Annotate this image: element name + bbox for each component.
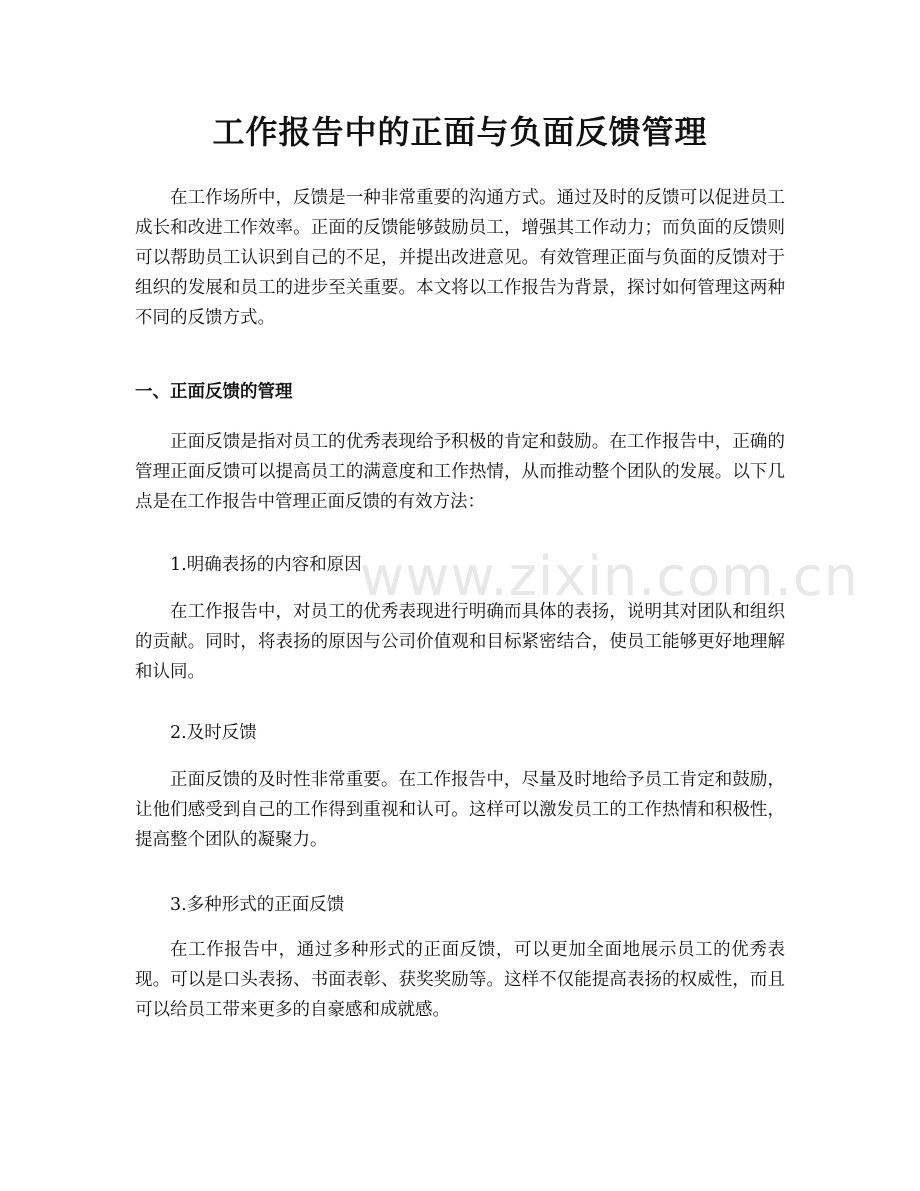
item-title: 3.多种形式的正面反馈 (170, 895, 345, 915)
section-intro-paragraph: 正面反馈是指对员工的优秀表现给予积极的肯定和鼓励。在工作报告中，正确的管理正面反馈可以提高员工的满意度和工作热情，从而推动整个团队的发展。以下几点是在工作报告中管理正面反馈的有效方法： (135, 432, 785, 512)
section-heading: 一、正面反馈的管理 (135, 382, 293, 402)
item-title: 1.明确表扬的内容和原因 (170, 555, 362, 575)
document-title: 工作报告中的正面与负面反馈管理 (212, 113, 708, 151)
item-paragraph: 在工作报告中，对员工的优秀表现进行明确而具体的表扬，说明其对团队和组织的贡献。同时，将表扬的原因与公司价值观和目标紧密结合，使员工能够更好地理解和认同。 (135, 602, 785, 682)
watermark: www.zixin.com.cn (360, 545, 859, 608)
item-paragraph: 在工作报告中，通过多种形式的正面反馈，可以更加全面地展示员工的优秀表现。可以是口头表扬、书面表彰、获奖奖励等。这样不仅能提高表扬的权威性，而且可以给员工带来更多的自豪感和成就感。 (135, 940, 785, 1020)
item-title: 2.及时反馈 (170, 723, 257, 743)
item-paragraph: 正面反馈的及时性非常重要。在工作报告中，尽量及时地给予员工肯定和鼓励，让他们感受到自己的工作得到重视和认可。这样可以激发员工的工作热情和积极性，提高整个团队的凝聚力。 (135, 770, 785, 850)
intro-paragraph: 在工作场所中，反馈是一种非常重要的沟通方式。通过及时的反馈可以促进员工成长和改进工作效率。正面的反馈能够鼓励员工，增强其工作动力；而负面的反馈则可以帮助员工认识到自己的不足，并提出改进意见。有效管理正面与负面的反馈对于组织的发展和员工的进步至关重要。本文将以工作报告为背景，探讨如何管理这两种不同的反馈方式。 (135, 188, 785, 328)
